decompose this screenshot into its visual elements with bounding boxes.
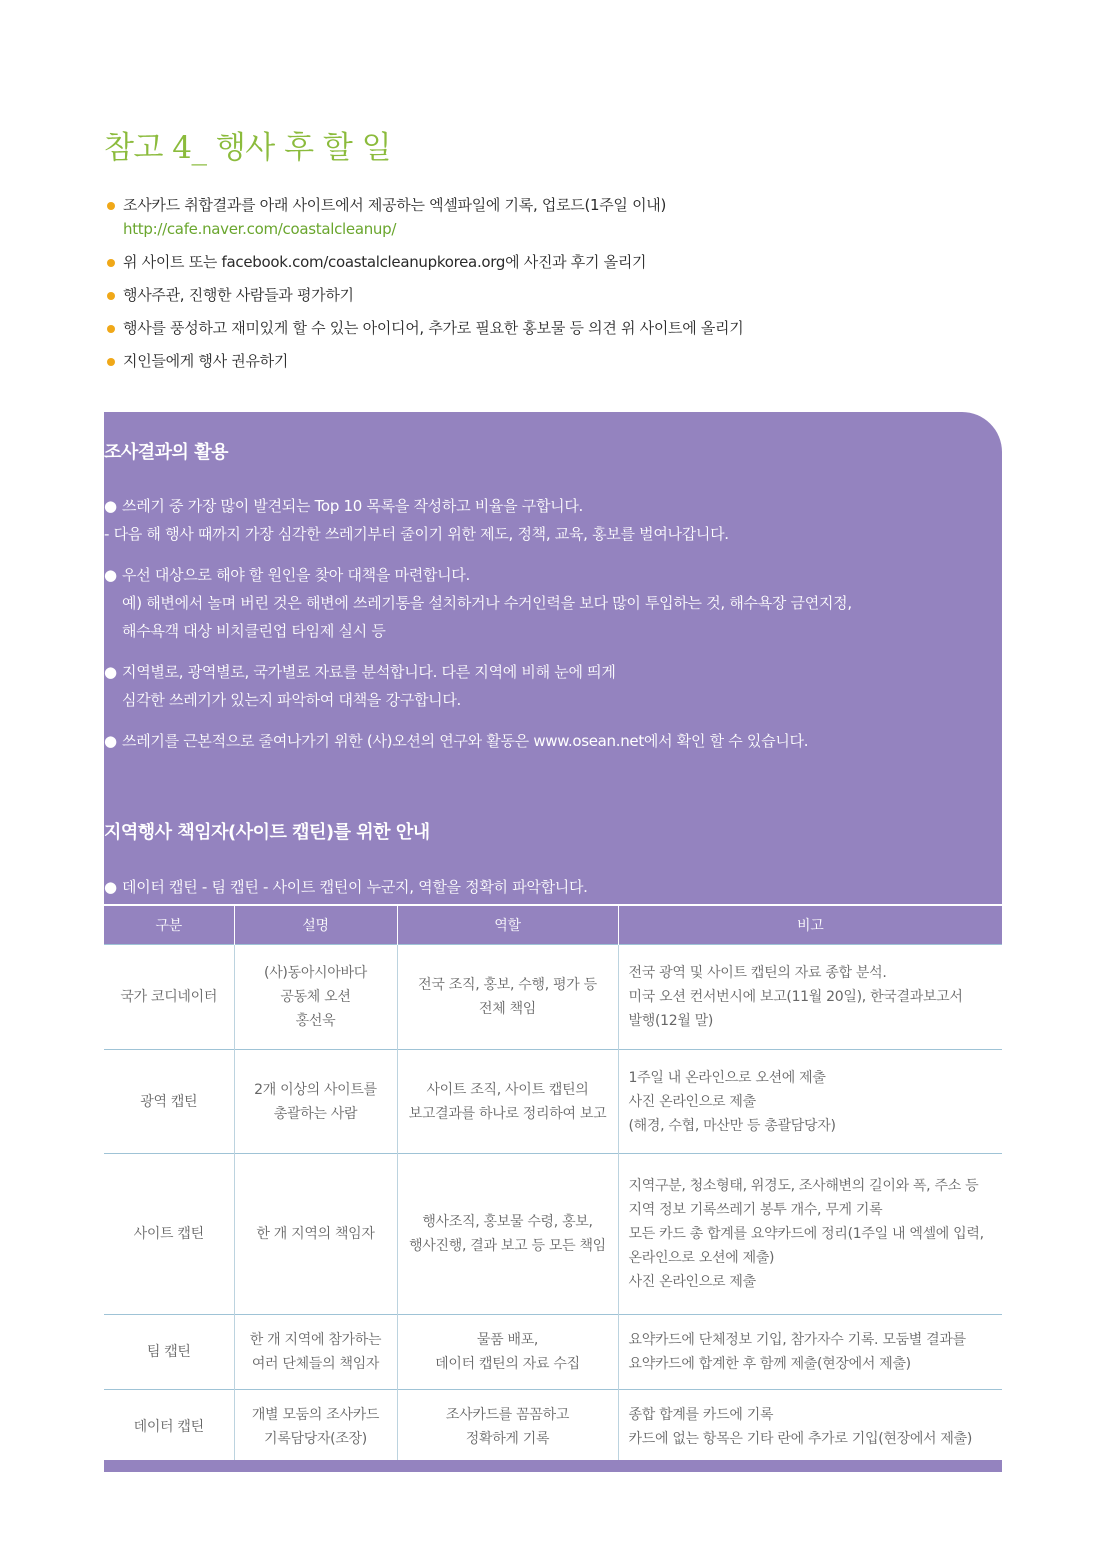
captain-roles-table <box>104 904 1002 1464</box>
role-duty: 조사카드를 꼼꼼하고 정확하게 기록 <box>397 1390 618 1465</box>
role-duty: 물품 배포, 데이터 캡틴의 자료 수집 <box>397 1315 618 1390</box>
role-name: 국가 코디네이터 <box>104 945 234 1050</box>
todo-text: 지인들에게 행사 권유하기 <box>123 352 289 370</box>
table-header-row <box>104 905 1002 945</box>
todo-text: 행사주관, 진행한 사람들과 평가하기 <box>123 286 354 304</box>
role-description: 개별 모둠의 조사카드 기록담당자(조장) <box>234 1390 397 1465</box>
bullet-icon: ● <box>104 566 117 584</box>
bullet-icon <box>107 202 115 210</box>
page-title: 참고 4_ 행사 후 할 일 <box>104 130 392 166</box>
bullet-icon: ● <box>104 663 117 681</box>
after-event-todo-list <box>105 193 1005 382</box>
role-note: 종합 합계를 카드에 기록 카드에 없는 항목은 기타 란에 추가로 기입(현장에서 제출) <box>618 1390 1002 1465</box>
todo-text: 위 사이트 또는 facebook.com/coastalcleanupkorea.org에 사진과 후기 올리기 <box>123 253 647 271</box>
usage-bullet-2: ● 우선 대상으로 해야 할 원인을 찾아 대책을 마련합니다. 예) 해변에서 놀며 버린 것은 해변에 쓰레기통을 설치하거나 수거인력을 보다 많이 투입하는 것, 해수욕장 금연지정, 해수욕객 대상 비치클린업 타임제 실시 등 <box>104 561 984 645</box>
bullet-icon <box>107 259 115 267</box>
role-name: 팀 캡틴 <box>104 1315 234 1390</box>
usage-bullet-1: ● 쓰레기 중 가장 많이 발견되는 Top 10 목록을 작성하고 비율을 구합니다. - 다음 해 행사 때까지 가장 심각한 쓰레기부터 줄이기 위한 제도, 정책, 교육, 홍보를 벌여나갑니다. <box>104 492 984 548</box>
role-duty: 사이트 조직, 사이트 캡틴의 보고결과를 하나로 정리하여 보고 <box>397 1050 618 1154</box>
table-row <box>104 1050 1002 1154</box>
bullet-icon: ● <box>104 878 117 896</box>
list-item <box>105 193 1005 241</box>
bullet-icon <box>107 325 115 333</box>
todo-text: 행사를 풍성하고 재미있게 할 수 있는 아이디어, 추가로 필요한 홍보물 등 의견 위 사이트에 올리기 <box>123 319 744 337</box>
table-bottom-bar <box>104 1460 1002 1472</box>
bullet-icon: ● <box>104 497 117 515</box>
usage-panel <box>104 412 1002 904</box>
role-duty: 행사조직, 홍보물 수령, 홍보, 행사진행, 결과 보고 등 모든 책임 <box>397 1154 618 1315</box>
list-item <box>105 283 1005 307</box>
guide-bullet-1: ● 데이터 캡틴 - 팀 캡틴 - 사이트 캡틴이 누군지, 역할을 정확히 파악합니다. <box>104 873 984 901</box>
role-name: 사이트 캡틴 <box>104 1154 234 1315</box>
table-row <box>104 1315 1002 1390</box>
usage-heading: 조사결과의 활용 <box>104 442 228 463</box>
role-description: (사)동아시아바다 공동체 오션 홍선욱 <box>234 945 397 1050</box>
usage-bullet-3: ● 지역별로, 광역별로, 국가별로 자료를 분석합니다. 다른 지역에 비해 눈에 띄게 심각한 쓰레기가 있는지 파악하여 대책을 강구합니다. <box>104 658 984 714</box>
role-description: 2개 이상의 사이트를 총괄하는 사람 <box>234 1050 397 1154</box>
role-note: 지역구분, 청소형태, 위경도, 조사해변의 길이와 폭, 주소 등 지역 정보 기록쓰레기 봉투 개수, 무게 기록 모든 카드 총 합계를 요약카드에 정리(1주일 내 엑셀에 입력, 온라인으로 오션에 제출) 사진 온라인으로 제출 <box>618 1154 1002 1315</box>
cafe-link[interactable]: http://cafe.naver.com/coastalcleanup/ <box>123 220 397 238</box>
column-header: 비고 <box>618 905 1002 945</box>
role-duty: 전국 조직, 홍보, 수행, 평가 등 전체 책임 <box>397 945 618 1050</box>
list-item <box>105 316 1005 340</box>
column-header: 구분 <box>104 905 234 945</box>
role-note: 요약카드에 단체정보 기입, 참가자수 기록. 모둠별 결과를 요약카드에 합계한 후 함께 제출(현장에서 제출) <box>618 1315 1002 1390</box>
role-name: 광역 캡틴 <box>104 1050 234 1154</box>
list-item <box>105 250 1005 274</box>
usage-bullet-4: ● 쓰레기를 근본적으로 줄여나가기 위한 (사)오션의 연구와 활동은 www.osean.net에서 확인 할 수 있습니다. <box>104 727 984 755</box>
role-note: 1주일 내 온라인으로 오션에 제출 사진 온라인으로 제출 (해경, 수협, 마산만 등 총괄담당자) <box>618 1050 1002 1154</box>
role-name: 데이터 캡틴 <box>104 1390 234 1465</box>
bullet-icon <box>107 292 115 300</box>
bullet-icon <box>107 358 115 366</box>
table-row <box>104 945 1002 1050</box>
role-description: 한 개 지역의 책임자 <box>234 1154 397 1315</box>
role-note: 전국 광역 및 사이트 캡틴의 자료 종합 분석. 미국 오션 컨서번시에 보고(11월 20일), 한국결과보고서 발행(12월 말) <box>618 945 1002 1050</box>
bullet-icon: ● <box>104 732 117 750</box>
table-row <box>104 1154 1002 1315</box>
role-description: 한 개 지역에 참가하는 여러 단체들의 책임자 <box>234 1315 397 1390</box>
list-item <box>105 349 1005 373</box>
column-header: 설명 <box>234 905 397 945</box>
guide-heading: 지역행사 책임자(사이트 캡틴)를 위한 안내 <box>104 822 430 843</box>
table-row <box>104 1390 1002 1465</box>
todo-text: 조사카드 취합결과를 아래 사이트에서 제공하는 엑셀파일에 기록, 업로드(1주일 이내) <box>123 196 667 214</box>
column-header: 역할 <box>397 905 618 945</box>
